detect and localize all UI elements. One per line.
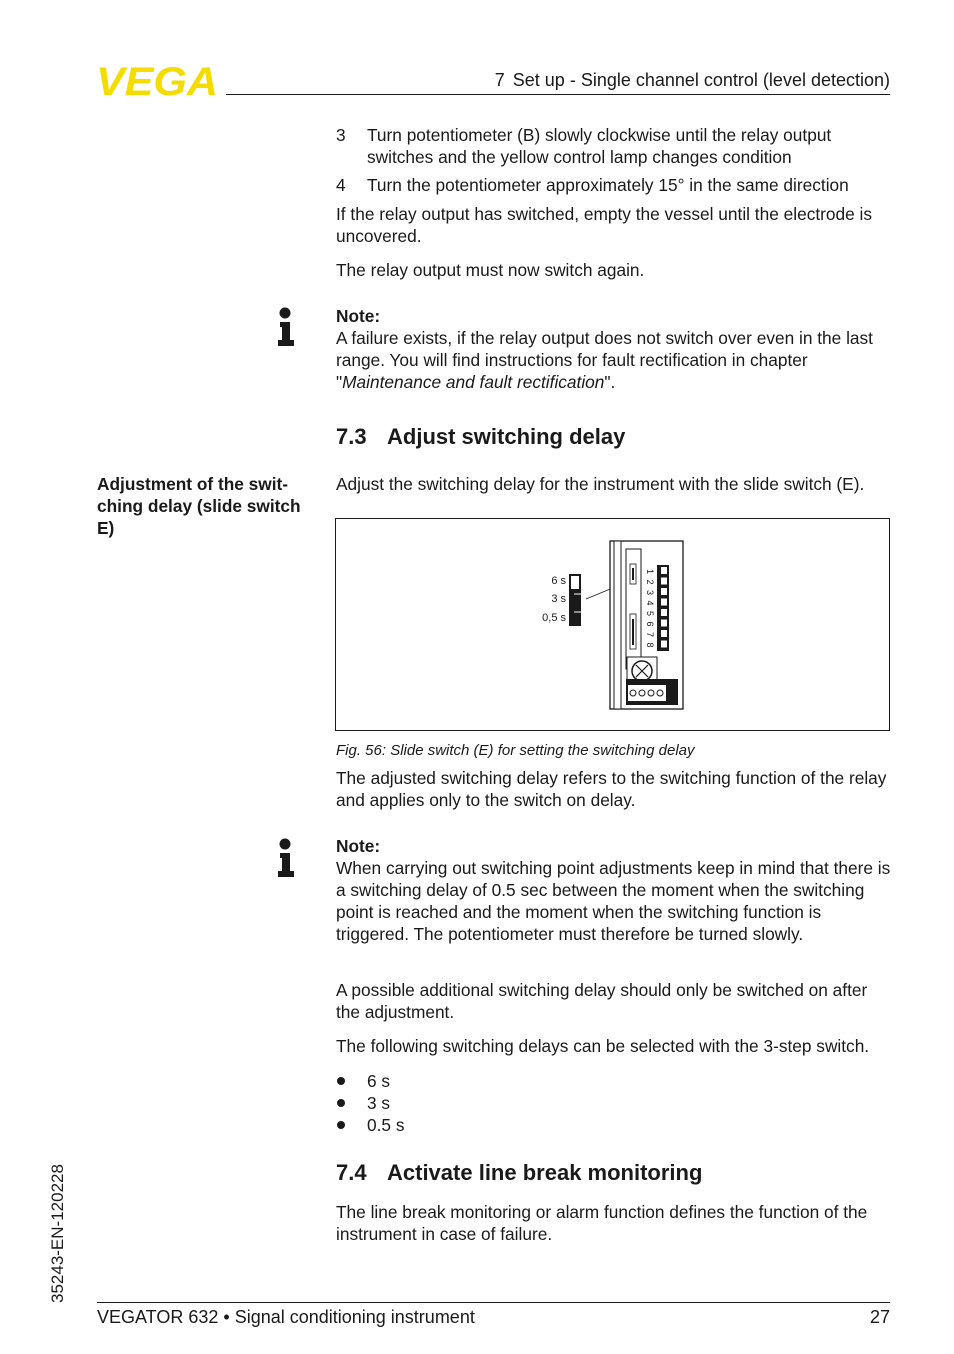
paragraph: The line break monitoring or alarm function defines the function of the instrument in case of failure. [336, 1202, 868, 1244]
bullet-icon [337, 1121, 345, 1129]
step-number: 4 [336, 175, 346, 195]
margin-label: Adjustment of the swit-ching delay (slide switch E) [97, 474, 301, 538]
slide-switch-diagram [336, 519, 889, 730]
slide-switch-knob [571, 576, 579, 589]
dip-number: 1 [645, 569, 655, 575]
figure-caption: Fig. 56: Slide switch (E) for setting the switching delay [336, 742, 695, 759]
delay-options-list [336, 1070, 404, 1136]
info-icon [277, 307, 295, 347]
step-text: Turn potentiometer (B) slowly clockwise until the relay output switches and the yellow control lamp changes condition [367, 125, 832, 167]
header-chapter-title [495, 70, 890, 91]
dip-number: 3 [645, 590, 655, 596]
label-05s: 0,5 s [542, 612, 566, 624]
chapter-title: Set up - Single channel control (level detection) [512, 70, 890, 90]
dip-number: 5 [645, 611, 655, 617]
paragraph: The adjusted switching delay refers to the switching function of the relay and applies only to the switch on delay. [336, 768, 887, 810]
section-heading-7-3 [336, 424, 625, 450]
step-text: Turn the potentiometer approximately 15° in the same direction [367, 175, 849, 195]
header-rule [226, 94, 890, 95]
footer-rule [97, 1302, 890, 1303]
figure-slide-switch [335, 518, 890, 731]
paragraph: If the relay output has switched, empty the vessel until the electrode is uncovered. [336, 204, 873, 246]
dip-number: 7 [645, 632, 655, 638]
page-number: 27 [869, 1307, 890, 1327]
note-text: A failure exists, if the relay output does not switch over even in the last range. You will find instructions for fault rectification in chapter "Maintenance and fault rectification". [336, 328, 873, 392]
logo-text: VEGA [96, 64, 218, 98]
paragraph: A possible additional switching delay should only be switched on after the adjustment. [336, 980, 868, 1022]
note-title: Note: [336, 836, 381, 856]
section-heading-7-4 [336, 1160, 702, 1186]
bullet-icon [337, 1099, 345, 1107]
section-number: 7.4 [336, 1160, 367, 1185]
section-title: Adjust switching delay [387, 424, 626, 449]
paragraph: The following switching delays can be selected with the 3-step switch. [336, 1036, 870, 1056]
document-id: 35243-EN-120228 [48, 1164, 67, 1303]
label-6s: 6 s [551, 575, 566, 587]
section-number: 7.3 [336, 424, 367, 449]
vega-logo [96, 64, 220, 98]
dip-number: 2 [645, 579, 655, 585]
note-text: When carrying out switching point adjustments keep in mind that there is a switching delay of 0.5 sec between the moment when the switching point is reached and the moment when the switching function is triggered. The potentiometer must therefore be turned slowly. [336, 858, 891, 944]
note-1 [336, 305, 892, 393]
bullet-icon [337, 1077, 345, 1085]
chapter-reference: Maintenance and fault rectification [342, 372, 605, 392]
info-icon [277, 838, 295, 878]
note-title: Note: [336, 306, 381, 326]
paragraph: The relay output must now switch again. [336, 260, 645, 280]
list-item: 3 s [336, 1092, 404, 1114]
paragraph: Adjust the switching delay for the instrument with the slide switch (E). [336, 474, 865, 494]
label-3s: 3 s [551, 593, 566, 605]
step-number: 3 [336, 125, 346, 145]
dip-number: 4 [645, 600, 655, 606]
note-2 [336, 835, 892, 945]
chapter-number: 7 [494, 70, 505, 90]
dip-number: 6 [645, 621, 655, 627]
section-title: Activate line break monitoring [387, 1160, 703, 1185]
list-item: 6 s [336, 1070, 404, 1092]
footer-product: VEGATOR 632 • Signal conditioning instrument [97, 1307, 475, 1327]
list-item: 0.5 s [336, 1114, 404, 1136]
dip-number: 8 [645, 642, 655, 648]
